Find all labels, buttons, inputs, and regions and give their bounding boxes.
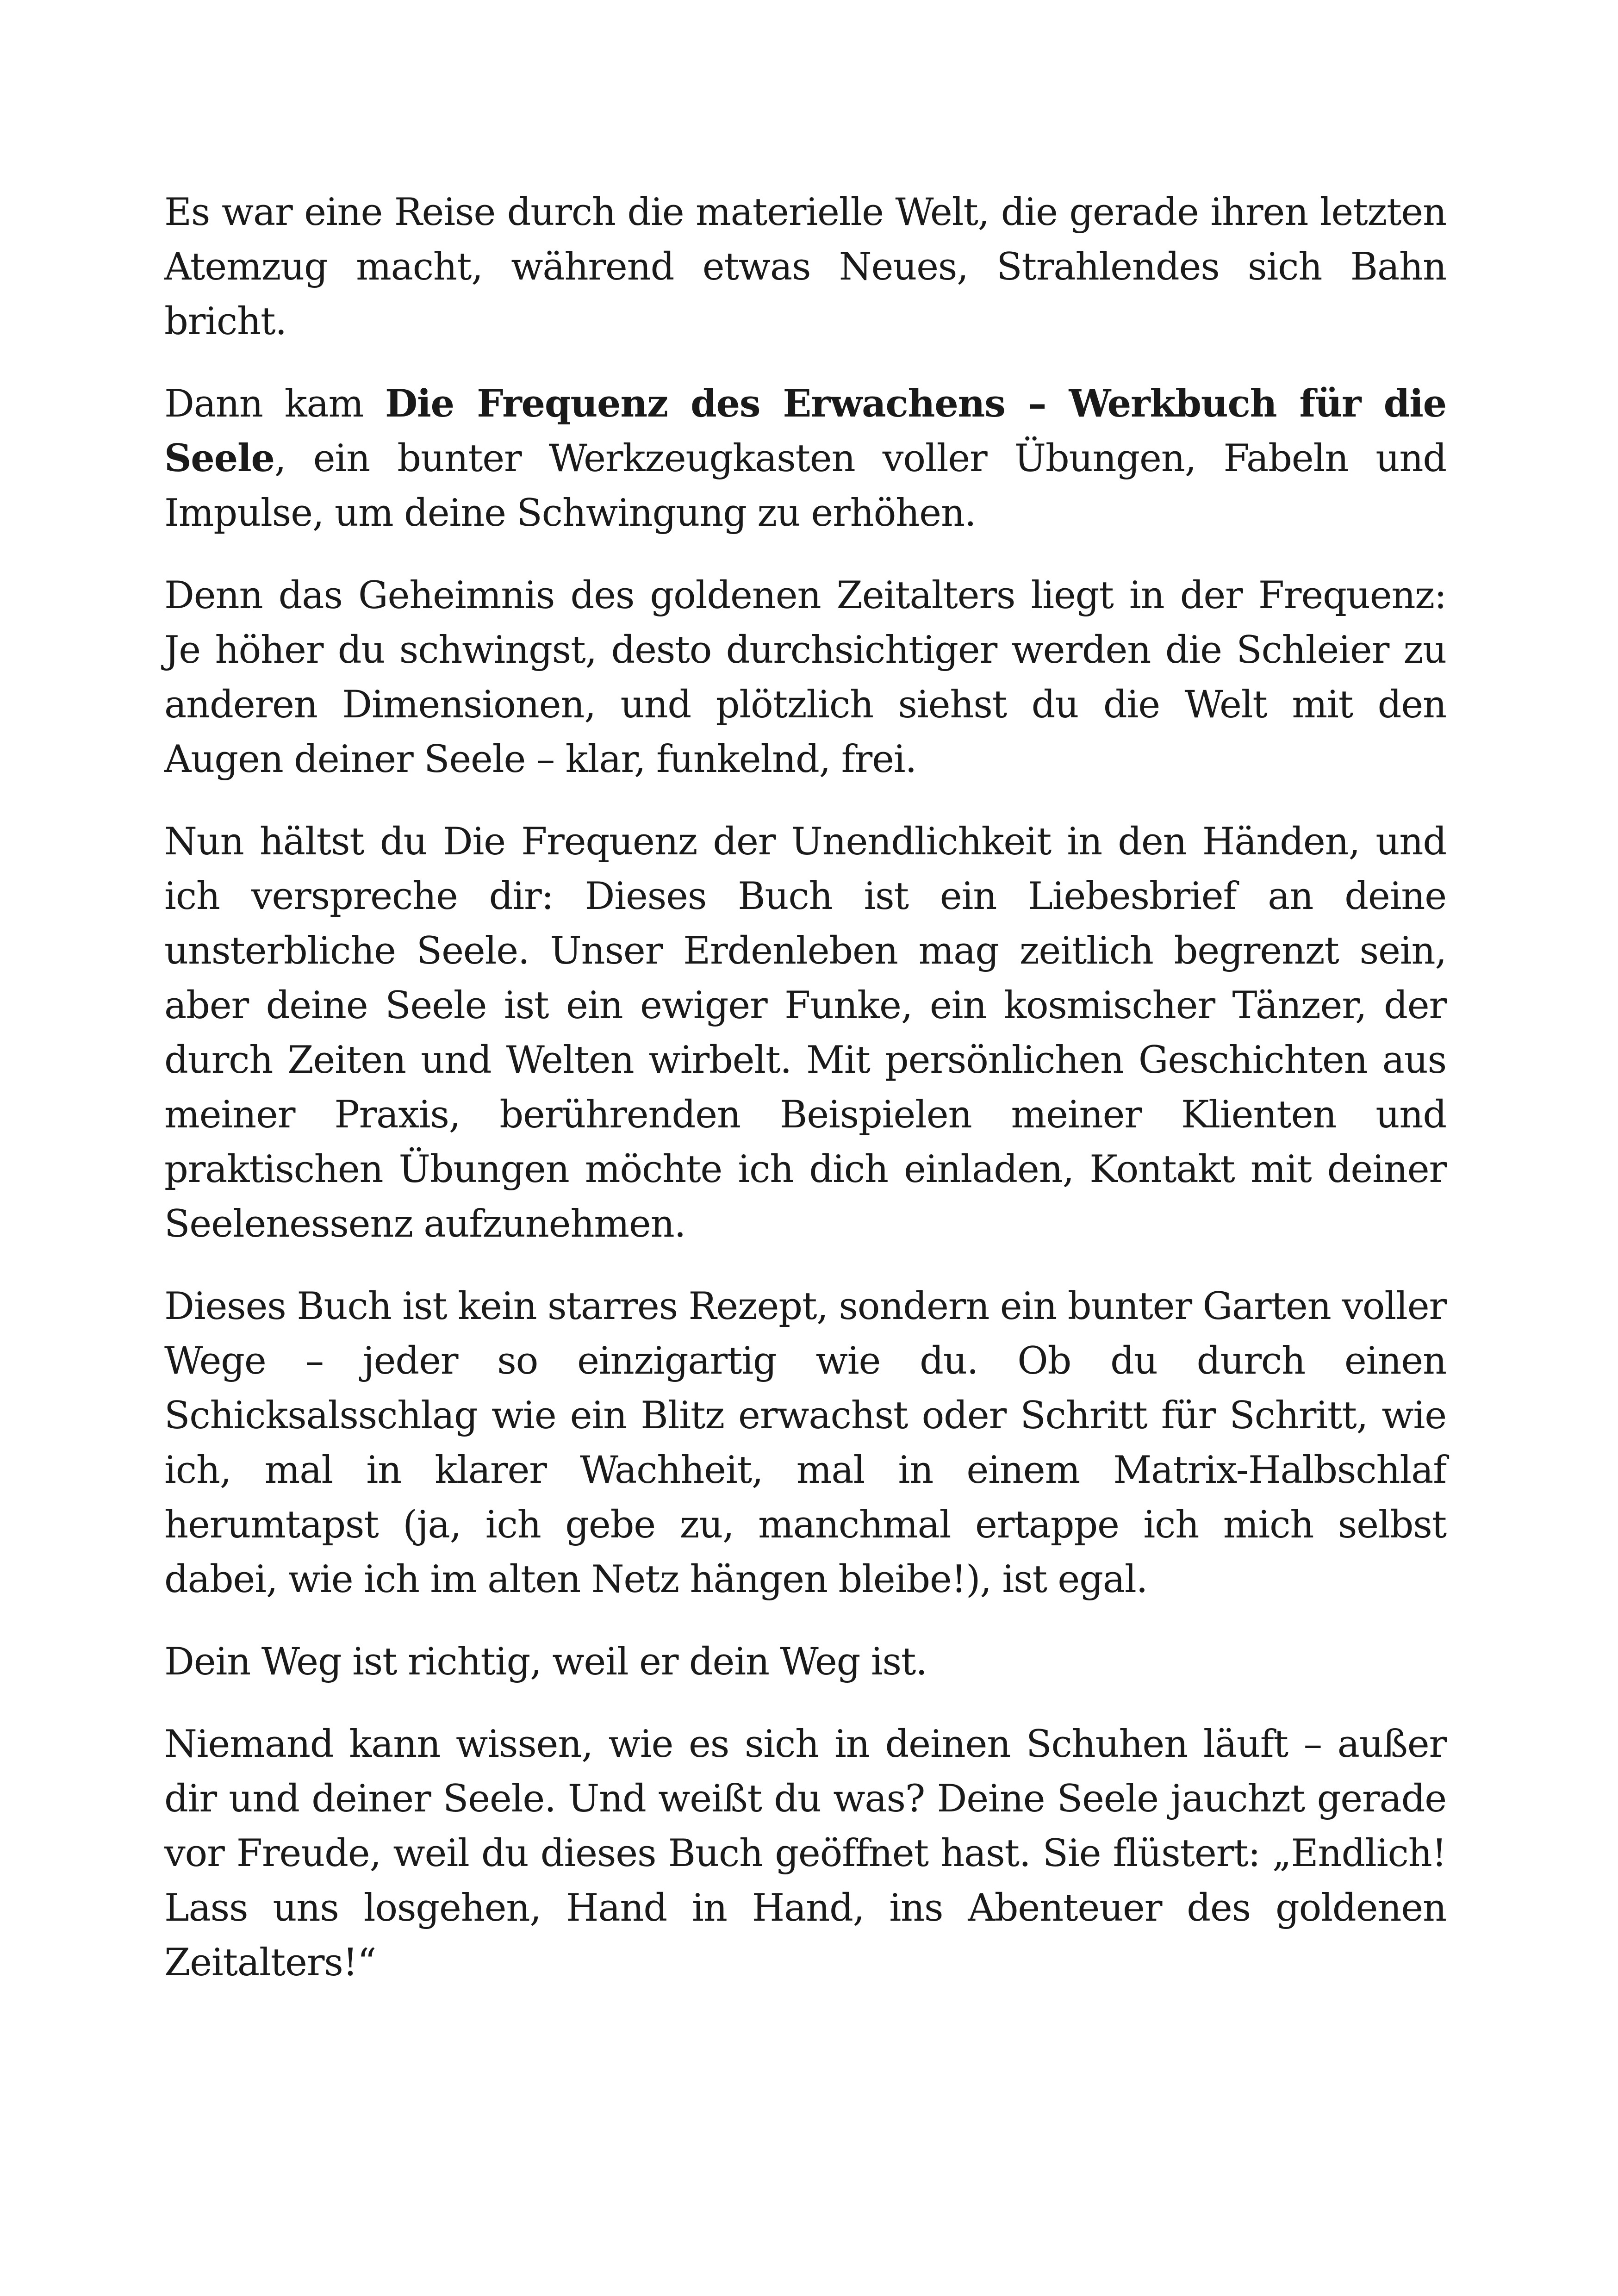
workbook-intro-text: Dann kam	[164, 382, 385, 426]
workbook-title: Die Frequenz des Erwachens – Werkbuch für die Seele	[164, 382, 1446, 480]
book-page	[164, 185, 1446, 2018]
paragraph-garden-of-paths: Dieses Buch ist kein starres Rezept, sondern ein bunter Garten voller Wege – jeder so einzigartig wie du. Ob du durch einen Schicksalsschlag wie ein Blitz erwachst oder Schritt für Schritt, wie ich, mal in klarer Wachheit, mal in einem Matrix-Halbschlaf herumtapst (ja, ich gebe zu, manchmal ertappe ich mich selbst dabei, wie ich im alten Netz hängen bleibe!), ist egal.	[164, 1285, 1446, 1601]
paragraph-workbook	[164, 377, 1446, 541]
paragraph-journey: Es war eine Reise durch die materielle Welt, die gerade ihren letzten Atemzug macht, während etwas Neues, Strahlendes sich Bahn bricht.	[164, 191, 1446, 343]
paragraph-your-path: Dein Weg ist richtig, weil er dein Weg ist.	[164, 1640, 927, 1684]
workbook-description-text: , ein bunter Werkzeugkasten voller Übungen, Fabeln und Impulse, um deine Schwingung zu erhöhen.	[164, 437, 1446, 535]
paragraph-love-letter: Nun hältst du Die Frequenz der Unendlichkeit in den Händen, und ich verspreche dir: Dieses Buch ist ein Liebesbrief an deine unsterbliche Seele. Unser Erdenleben mag zeitlich begrenzt sein, aber deine Seele ist ein ewiger Funke, ein kosmischer Tänzer, der durch Zeiten und Welten wirbelt. Mit persönlichen Geschichten aus meiner Praxis, berührenden Beispielen meiner Klienten und praktischen Übungen möchte ich dich einladen, Kontakt mit deiner Seelenessenz aufzunehmen.	[164, 820, 1446, 1246]
paragraph-soul-whispers: Niemand kann wissen, wie es sich in deinen Schuhen läuft – außer dir und deiner Seele. Und weißt du was? Deine Seele jauchzt gerade vor Freude, weil du dieses Buch geöffnet hast. Sie flüstert: „Endlich! Lass uns losgehen, Hand in Hand, ins Abenteuer des goldenen Zeitalters!“	[164, 1723, 1446, 1985]
paragraph-golden-age-secret: Denn das Geheimnis des goldenen Zeitalters liegt in der Frequenz: Je höher du schwingst, desto durchsichtiger werden die Schleier zu anderen Dimensionen, und plötzlich siehst du die Welt mit den Augen deiner Seele – klar, funkelnd, frei.	[164, 574, 1446, 781]
